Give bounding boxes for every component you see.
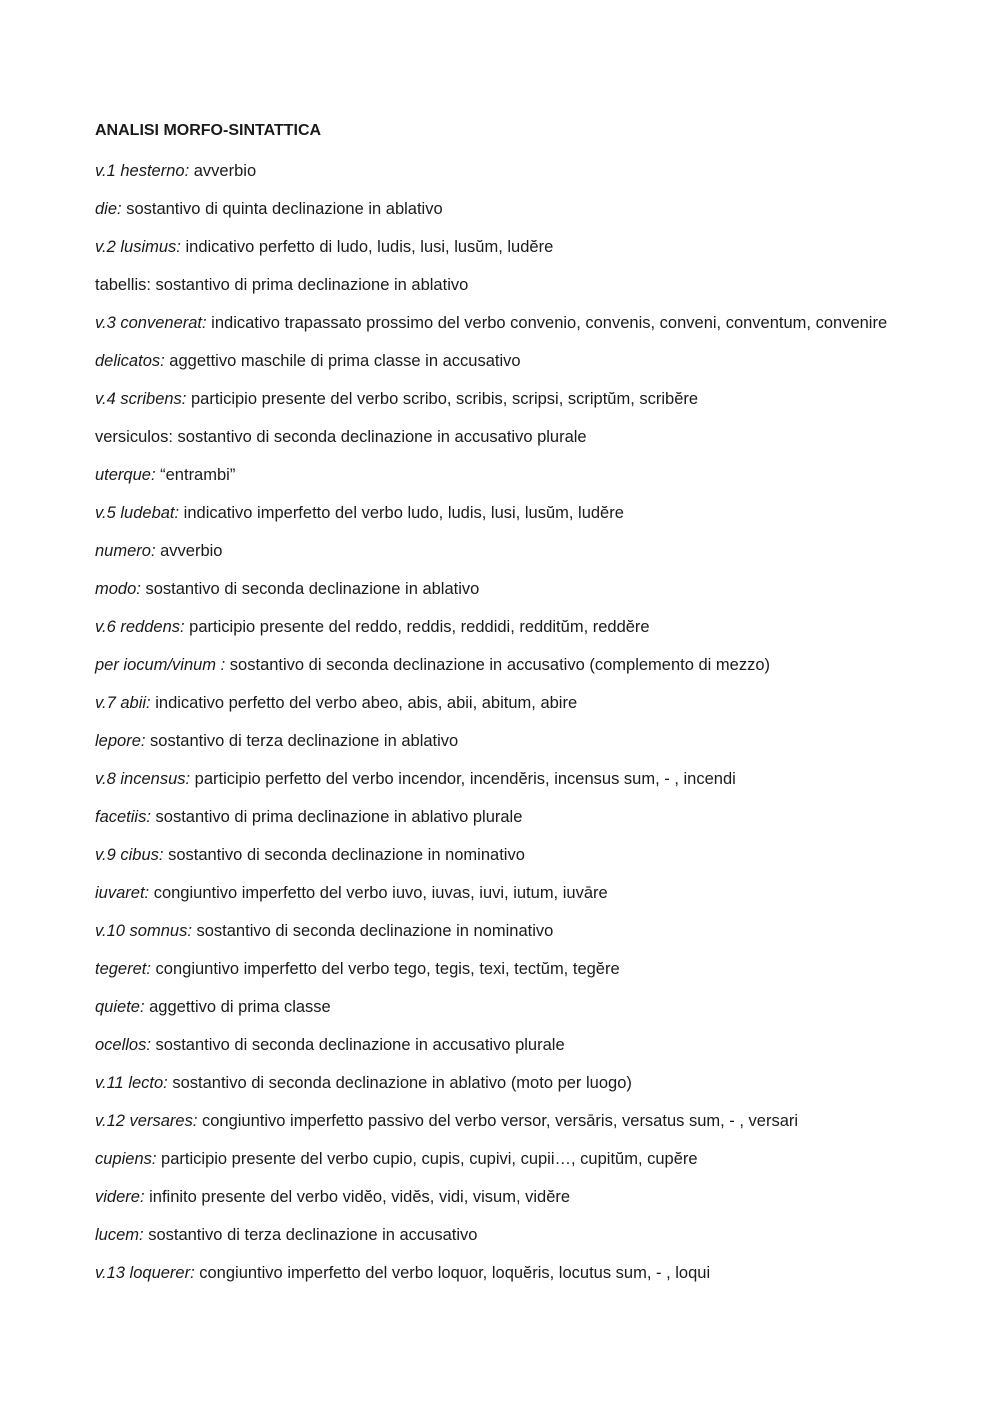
entry-term: facetiis: (95, 808, 151, 826)
entry-term: v.3 convenerat: (95, 314, 207, 332)
entry-term: v.4 scribens: (95, 390, 187, 408)
entry-term: tegeret: (95, 960, 151, 978)
entry-term: v.2 lusimus: (95, 238, 181, 256)
analysis-entry (95, 349, 890, 373)
entry-term: die: (95, 200, 122, 218)
entry-description: indicativo trapassato prossimo del verbo convenio, convenis, conveni, conventum, convenire (206, 314, 888, 332)
analysis-entry (95, 1071, 890, 1095)
entry-term: v.12 versares: (95, 1112, 198, 1130)
analysis-entry (95, 159, 890, 183)
entry-term: v.5 ludebat: (95, 504, 180, 522)
analysis-entry (95, 1261, 890, 1285)
entry-description: sostantivo di seconda declinazione in ablativo (140, 580, 480, 598)
entry-description: aggettivo maschile di prima classe in accusativo (164, 352, 521, 370)
entries-list (95, 159, 890, 1285)
analysis-entry (95, 919, 890, 943)
analysis-entry (95, 881, 890, 905)
entry-term: v.7 abii: (95, 694, 151, 712)
entry-description: sostantivo di seconda declinazione in nominativo (163, 846, 525, 864)
analysis-entry (95, 463, 890, 487)
analysis-entry (95, 653, 890, 677)
analysis-entry (95, 767, 890, 791)
analysis-entry (95, 843, 890, 867)
entry-description: indicativo imperfetto del verbo ludo, ludis, lusi, lusŭm, ludĕre (179, 504, 624, 522)
analysis-entry (95, 1185, 890, 1209)
entry-description: indicativo perfetto di ludo, ludis, lusi, lusŭm, ludĕre (180, 238, 554, 256)
entry-term: numero: (95, 542, 156, 560)
entry-description: sostantivo di seconda declinazione in ablativo (moto per luogo) (167, 1074, 632, 1092)
document-title: ANALISI MORFO-SINTATTICA (95, 122, 322, 139)
analysis-entry (95, 197, 890, 221)
entry-term: v.10 somnus: (95, 922, 192, 940)
analysis-entry (95, 539, 890, 563)
entry-description: versiculos: sostantivo di seconda declinazione in accusativo plurale (95, 428, 587, 446)
analysis-entry (95, 273, 890, 297)
entry-description: sostantivo di quinta declinazione in ablativo (121, 200, 443, 218)
analysis-entry (95, 387, 890, 411)
analysis-entry (95, 1033, 890, 1057)
analysis-entry (95, 501, 890, 525)
analysis-entry (95, 995, 890, 1019)
entry-term: uterque: (95, 466, 156, 484)
entry-term: v.9 cibus: (95, 846, 164, 864)
entry-term: lepore: (95, 732, 146, 750)
entry-term: per iocum/vinum : (95, 656, 226, 674)
entry-term: v.1 hesterno: (95, 162, 190, 180)
entry-term: quiete: (95, 998, 145, 1016)
entry-description: avverbio (155, 542, 223, 560)
entry-term: videre: (95, 1188, 145, 1206)
entry-term: modo: (95, 580, 141, 598)
analysis-entry (95, 425, 890, 449)
entry-description: sostantivo di prima declinazione in ablativo plurale (150, 808, 523, 826)
analysis-entry (95, 577, 890, 601)
analysis-entry (95, 1223, 890, 1247)
entry-term: cupiens: (95, 1150, 157, 1168)
analysis-entry (95, 1147, 890, 1171)
entry-description: participio perfetto del verbo incendor, incendĕris, incensus sum, - , incendi (190, 770, 736, 788)
entry-description: sostantivo di seconda declinazione in nominativo (191, 922, 554, 940)
analysis-entry (95, 615, 890, 639)
analysis-entry (95, 805, 890, 829)
entry-description: congiuntivo imperfetto del verbo loquor, loquĕris, locutus sum, - , loqui (194, 1264, 711, 1282)
entry-description: sostantivo di seconda declinazione in accusativo (complemento di mezzo) (225, 656, 771, 674)
entry-term: lucem: (95, 1226, 144, 1244)
analysis-entry (95, 729, 890, 753)
entry-term: v.13 loquerer: (95, 1264, 195, 1282)
entry-term: v.6 reddens: (95, 618, 185, 636)
entry-description: participio presente del verbo scribo, scribis, scripsi, scriptŭm, scribĕre (186, 390, 699, 408)
analysis-entry (95, 1109, 890, 1133)
entry-term: v.11 lecto: (95, 1074, 168, 1092)
entry-description: infinito presente del verbo vidĕo, vidĕs, vidi, visum, vidĕre (144, 1188, 571, 1206)
entry-description: sostantivo di terza declinazione in ablativo (145, 732, 459, 750)
entry-description: participio presente del reddo, reddis, reddidi, redditŭm, reddĕre (184, 618, 650, 636)
analysis-entry (95, 957, 890, 981)
entry-description: aggettivo di prima classe (144, 998, 331, 1016)
entry-description: “entrambi” (155, 466, 236, 484)
entry-description: participio presente del verbo cupio, cupis, cupivi, cupii…, cupitŭm, cupĕre (156, 1150, 698, 1168)
entry-term: ocellos: (95, 1036, 151, 1054)
entry-description: sostantivo di seconda declinazione in accusativo plurale (150, 1036, 565, 1054)
entry-description: avverbio (189, 162, 257, 180)
entry-description: indicativo perfetto del verbo abeo, abis, abii, abitum, abire (150, 694, 578, 712)
entry-term: delicatos: (95, 352, 165, 370)
analysis-entry (95, 691, 890, 715)
analysis-entry (95, 235, 890, 259)
entry-description: sostantivo di terza declinazione in accusativo (143, 1226, 478, 1244)
entry-term: iuvaret: (95, 884, 150, 902)
entry-description: congiuntivo imperfetto passivo del verbo versor, versāris, versatus sum, - , versari (197, 1112, 799, 1130)
entry-description: tabellis: sostantivo di prima declinazione in ablativo (95, 276, 469, 294)
entry-description: congiuntivo imperfetto del verbo tego, tegis, texi, tectŭm, tegĕre (150, 960, 620, 978)
analysis-entry (95, 311, 890, 335)
entry-description: congiuntivo imperfetto del verbo iuvo, iuvas, iuvi, iutum, iuvāre (149, 884, 608, 902)
entry-term: v.8 incensus: (95, 770, 191, 788)
